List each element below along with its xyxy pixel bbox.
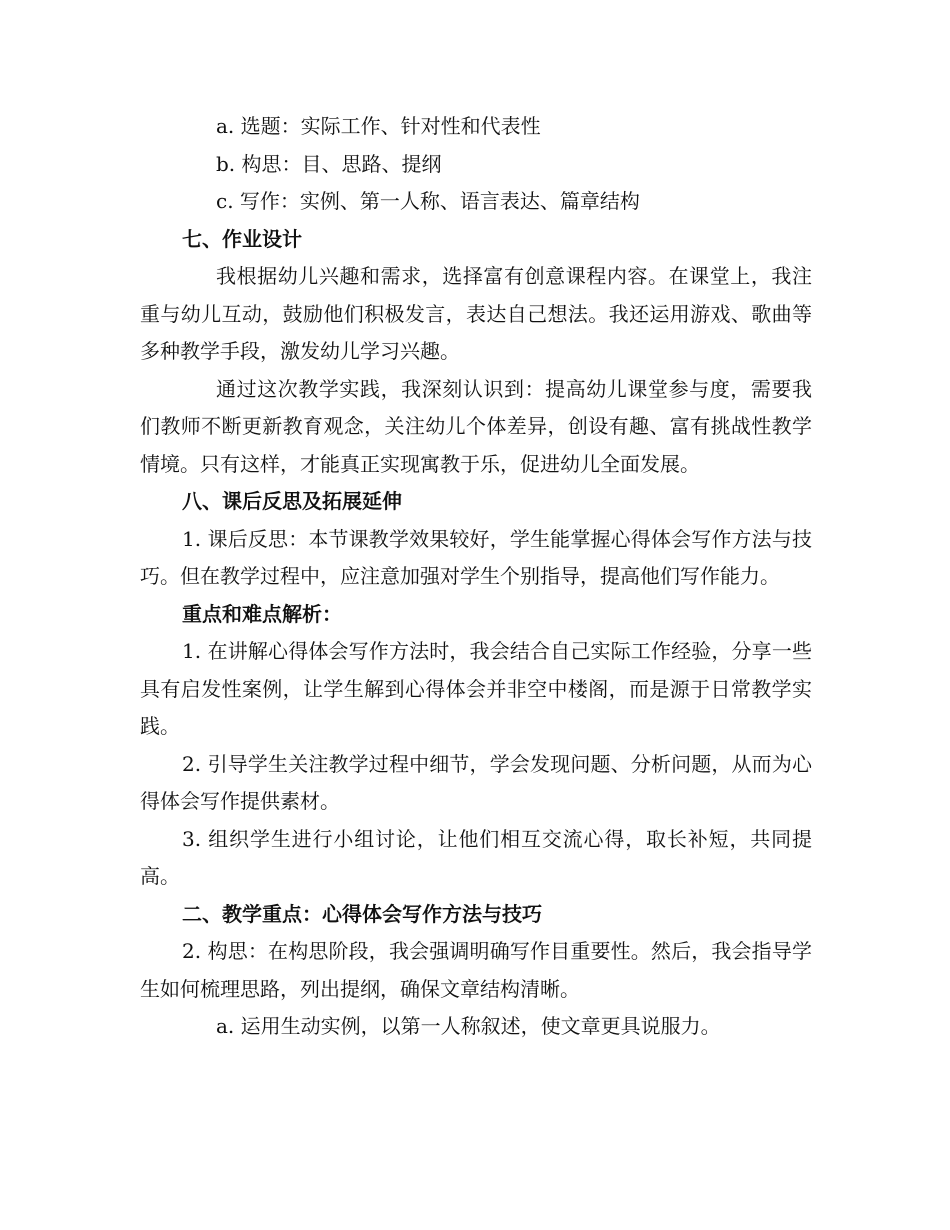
section-heading: 八、课后反思及拓展延伸 xyxy=(182,489,402,513)
paragraph: 通过这次教学实践，我深刻认识到：提高幼儿课堂参与度，需要我们教师不断更新教育观念，关注幼儿个体差异，创设有趣、富有挑战性教学情境。只有这样，才能真正实现寓教于乐，促进幼儿全面发展。 xyxy=(140,376,812,476)
section-heading: 重点和难点解析： xyxy=(182,601,342,626)
paragraph: 我根据幼儿兴趣和需求，选择富有创意课程内容。在课堂上，我注重与幼儿互动，鼓励他们积极发言，表达自己想法。我还运用游戏、歌曲等多种教学手段，激发幼儿学习兴趣。 xyxy=(140,264,812,363)
document-body xyxy=(140,108,812,1046)
section-heading: 二、教学重点：心得体会写作方法与技巧 xyxy=(182,901,542,926)
numbered-paragraph: 2. 引导学生关注教学过程中细节，学会发现问题、分析问题，从而为心得体会写作提供素材。 xyxy=(140,751,812,813)
outline-item-a: a. 运用生动实例，以第一人称叙述，使文章更具说服力。 xyxy=(216,1014,721,1038)
numbered-paragraph: 2. 构思：在构思阶段，我会强调明确写作目重要性。然后，我会指导学生如何梳理思路，列出提纲，确保文章结构清晰。 xyxy=(140,939,812,1001)
section-heading: 七、作业设计 xyxy=(182,226,302,251)
outline-item-a: a. 选题：实际工作、针对性和代表性 xyxy=(216,114,541,138)
outline-item-c: c. 写作：实例、第一人称、语言表达、篇章结构 xyxy=(216,189,640,213)
numbered-paragraph: 1. 课后反思：本节课教学效果较好，学生能掌握心得体会写作方法与技巧。但在教学过程中，应注意加强对学生个别指导，提高他们写作能力。 xyxy=(140,526,812,588)
numbered-paragraph: 1. 在讲解心得体会写作方法时，我会结合自己实际工作经验，分享一些具有启发性案例，让学生解到心得体会并非空中楼阁，而是源于日常教学实践。 xyxy=(140,639,812,738)
numbered-paragraph: 3. 组织学生进行小组讨论，让他们相互交流心得，取长补短，共同提高。 xyxy=(140,826,812,888)
outline-item-b: b. 构思：目、思路、提纲 xyxy=(216,151,442,176)
